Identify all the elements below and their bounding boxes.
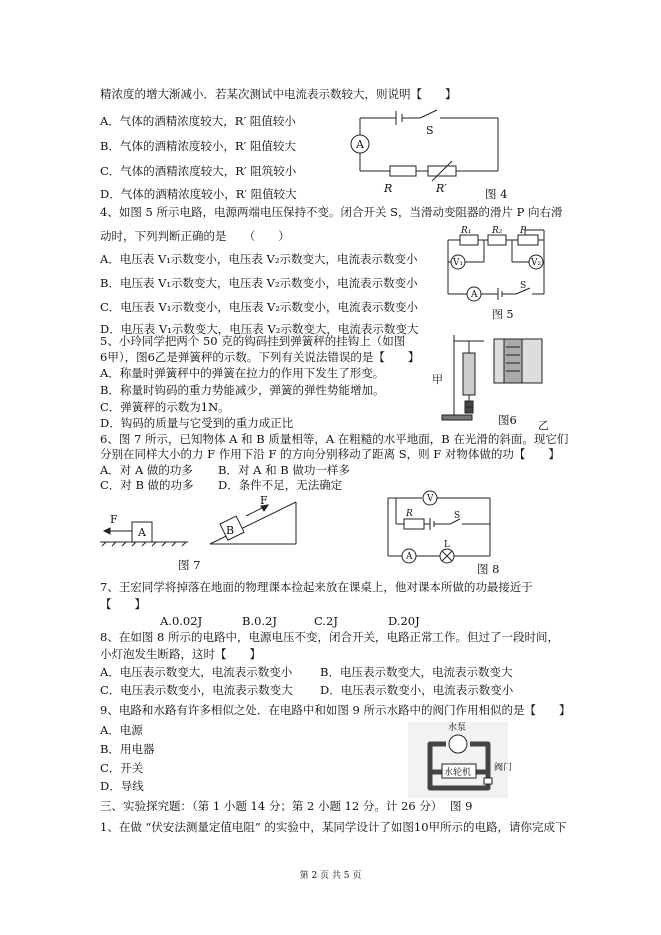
label-yi: 乙 <box>538 419 549 432</box>
q8-option-c: C．电压表示数变小，电流表示数变大 <box>100 683 293 697</box>
q3-option-d: D．气体的酒精浓度较小，R′ 阻值较大 <box>100 187 297 201</box>
q7-option-b: B.0.2J <box>242 614 278 628</box>
block-b-label: B <box>226 524 235 537</box>
resistor-r-label: R <box>406 509 413 519</box>
resistor-r-label: R <box>384 182 393 195</box>
figure-5-circuit <box>440 228 560 320</box>
q3-option-c: C．气体的酒精浓度较大，R′ 阻筑较小 <box>100 164 297 178</box>
fig9-label-pump: 水泵 <box>448 723 467 733</box>
figure-7-blocks <box>96 494 326 558</box>
q7-option-a: A.0.02J <box>160 614 203 628</box>
q8-stem-line1: 8、在如图 8 所示的电路中，电源电压不变，闭合开关，电路正常工作。但过了一段时间， <box>100 630 559 644</box>
switch-label: S <box>520 281 527 291</box>
v1-label: V₁ <box>453 258 464 268</box>
q5-option-d: D．钩码的质量与它受到的重力成正比 <box>100 416 294 430</box>
q4-option-c: C．电压表 V₁示数变小，电压表 V₂示数变小，电流表示数变小 <box>100 300 418 314</box>
q4-option-a: A．电压表 V₁示数变小，电压表 V₂示数变大，电流表示数变小 <box>100 252 418 266</box>
q8-stem-line2: 小灯泡发生断路，这时【 】 <box>100 647 261 661</box>
ammeter-label: A <box>406 552 413 562</box>
ammeter-label: A <box>471 290 478 300</box>
q4-option-d: D．电压表 V₁示数变大，电压表 V₂示数变大，电流表示数变大 <box>100 322 419 336</box>
force-f-label-b: F <box>260 494 268 507</box>
q7-option-c: C.2J <box>314 614 338 628</box>
q3-option-b: B．气体的酒精浓度较小，R′ 阻值较大 <box>100 139 296 153</box>
q3-stem: 精浓度的增大渐减小．若某次测试中电流表示数较大，则说明【 】 <box>100 87 457 101</box>
q5-stem-line2: 6甲），图6乙是弹簧秤的示数。下列有关说法错误的是【 】 <box>100 350 420 364</box>
switch-label: S <box>454 511 461 521</box>
q3-option-a: A．气体的酒精浓度较大，R′ 阻值较小 <box>100 114 296 128</box>
q6-stem-line2: 分别在同样大小的力 F 作用下沿 F 的方向分别移动了距离 S，则 F 对物体做的功【 】 <box>100 447 560 461</box>
figure-6-spring-scale <box>432 331 552 431</box>
v2-label: V₂ <box>531 258 542 268</box>
figure-8-circuit <box>380 490 505 570</box>
q5-option-b: B．称量时钩码的重力势能减少，弹簧的弹性势能增加。 <box>100 383 385 397</box>
figure-5-caption: 图 5 <box>492 308 514 321</box>
q7-bracket: 【 】 <box>100 597 146 611</box>
q8-option-b: B．电压表示数变大，电流表示数变大 <box>320 665 513 679</box>
figure-8-caption: 图 8 <box>477 562 500 576</box>
resistor-rprime-label: R′ <box>436 182 447 195</box>
q4-option-b: B．电压表 V₁示数变大，电压表 V₂示数变小，电流表示数变小 <box>100 276 418 290</box>
q6-option-b: B．对 A 和 B 做功一样多 <box>218 463 350 477</box>
q9-option-b: B．用电器 <box>100 742 155 756</box>
fig9-label-valve: 阀门 <box>494 763 513 773</box>
figure-4-caption: 图 4 <box>485 187 508 201</box>
figure-9-water-circuit <box>408 722 513 798</box>
q9-option-d: D．导线 <box>100 779 144 793</box>
voltmeter-label: V <box>427 494 434 504</box>
r2-label: R₂ <box>492 226 503 236</box>
slider-p-label: P <box>520 226 527 236</box>
section3-heading: 三、实验探究题：（第 1 小题 14 分；第 2 小题 12 分。计 26 分） <box>100 799 443 813</box>
q9-option-a: A．电源 <box>100 723 143 737</box>
force-f-label-a: F <box>110 513 118 526</box>
figure-7-caption: 图 7 <box>178 558 201 572</box>
page-footer: 第 2 页 共 5 页 <box>299 871 362 881</box>
lamp-label: L <box>444 540 450 550</box>
q6-stem-line1: 6、图 7 所示，已知物体 A 和 B 质量相等，A 在粗糙的水平地面，B 在光滑的斜面。现它们 <box>100 432 569 446</box>
q9-stem: 9、电路和水路有许多相似之处．在电路中和如图 9 所示水路中的阀门作用相似的是【 】 <box>100 703 571 717</box>
q4-stem-line2: 动时，下列判断正确的是 （ ） <box>100 229 290 243</box>
fig9-label-turbine: 水轮机 <box>444 768 472 778</box>
exp1-stem: 1、在做 “伏安法测量定值电阻” 的实验中，某同学设计了如图10甲所示的电路，请你完成下 <box>100 820 567 834</box>
figure-9-caption: 图 9 <box>450 799 473 813</box>
q6-option-a: A．对 A 做的功多 <box>100 463 193 477</box>
q7-option-d: D.20J <box>388 614 420 628</box>
figure-6-caption: 图6 <box>498 413 517 427</box>
label-jia: 甲 <box>432 373 443 386</box>
switch-label: S <box>426 124 434 137</box>
q5-stem-line1: 5、小玲同学把两个 50 克的钩码挂到弹簧秤的挂钩上（如图 <box>100 334 406 348</box>
q9-option-c: C．开关 <box>100 761 144 775</box>
r1-label: R₁ <box>461 226 472 236</box>
q4-stem-line1: 4、如图 5 所示电路，电源两端电压保持不变。闭合开关 S，当滑动变阻器的滑片 P 向右滑 <box>100 205 563 219</box>
q6-option-d: D．条件不足，无法确定 <box>218 478 343 492</box>
block-a-label: A <box>138 526 146 539</box>
q7-stem: 7、王宏同学将掉落在地面的物理课本捡起来放在课桌上，他对课本所做的功最接近于 <box>100 580 533 594</box>
q5-option-a: A．称量时弹簧秤中的弹簧在拉力的作用下发生了形变。 <box>100 366 385 380</box>
q6-option-c: C．对 B 做的功多 <box>100 478 194 492</box>
ammeter-label: A <box>356 138 364 151</box>
q8-option-d: D．电压表示数变小，电流表示数变小 <box>320 683 514 697</box>
q8-option-a: A．电压表示数变大，电流表示数变小 <box>100 665 293 679</box>
q5-option-c: C．弹簧秤的示数为1N。 <box>100 400 230 414</box>
